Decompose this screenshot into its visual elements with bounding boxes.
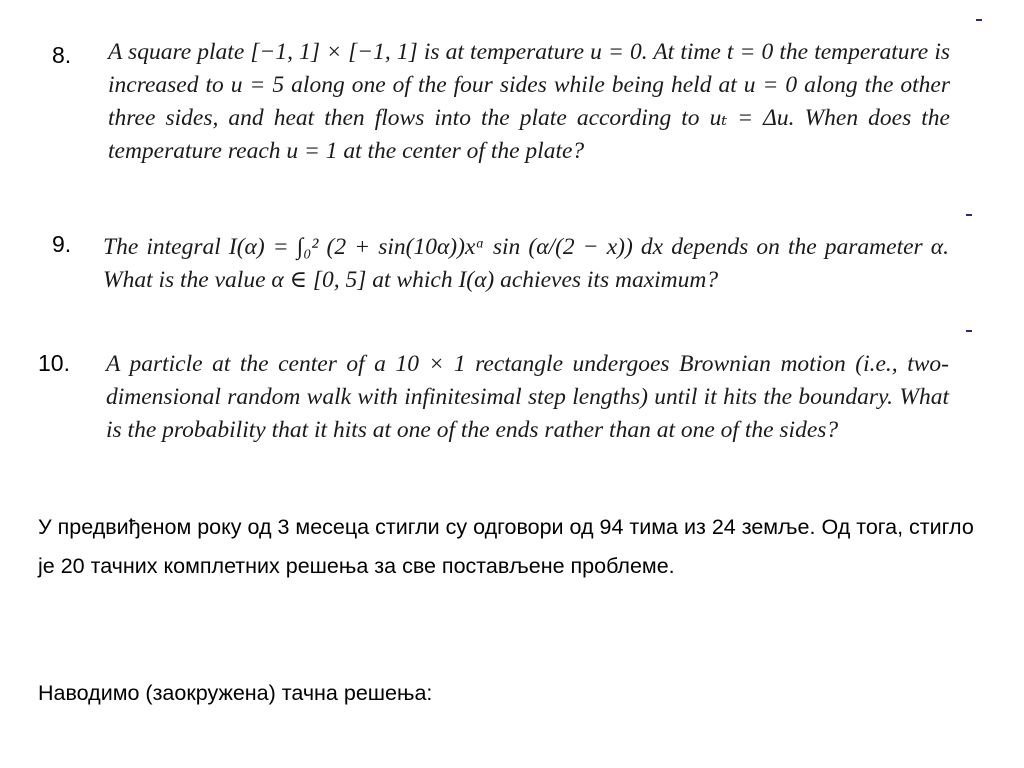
- problem-number: 8.: [52, 42, 72, 68]
- results-paragraph: У предвиђеном року од 3 месеца стигли су одговори од 94 тима из 24 земље. Од тога, стигло је 20 тачних комплетних решења за све постављене проблеме.: [38, 515, 974, 578]
- solutions-intro: Наводимо (заокружена) тачна решења:: [38, 681, 433, 705]
- problem-text: The integral I(α) = ∫₀² (2 + sin(10α))xᵅ sin (α/(2 − x)) dx depends on the parameter α. What is the value α ∈ [0, 5] at which I(α) achieves its maximum?: [103, 234, 949, 293]
- problem-text: A square plate [−1, 1] × [−1, 1] is at temperature u = 0. At time t = 0 the temperature is increased to u = 5 along one of the four sides while being held at u = 0 along the other three sides, and heat then flows into the plate according to uₜ = Δu. When does the temperature reach u = 1 at the center of the plate?: [108, 39, 950, 164]
- margin-marker: [966, 330, 972, 332]
- margin-marker: [966, 214, 972, 216]
- problem-number: 10.: [38, 350, 70, 376]
- margin-marker: [976, 19, 982, 21]
- problem-number: 9.: [52, 231, 72, 257]
- problem-text: A particle at the center of a 10 × 1 rectangle undergoes Brownian motion (i.e., two-dimensional random walk with infinitesimal step lengths) until it hits the boundary. What is the probability that it hits at one of the ends rather than at one of the sides?: [106, 351, 949, 443]
